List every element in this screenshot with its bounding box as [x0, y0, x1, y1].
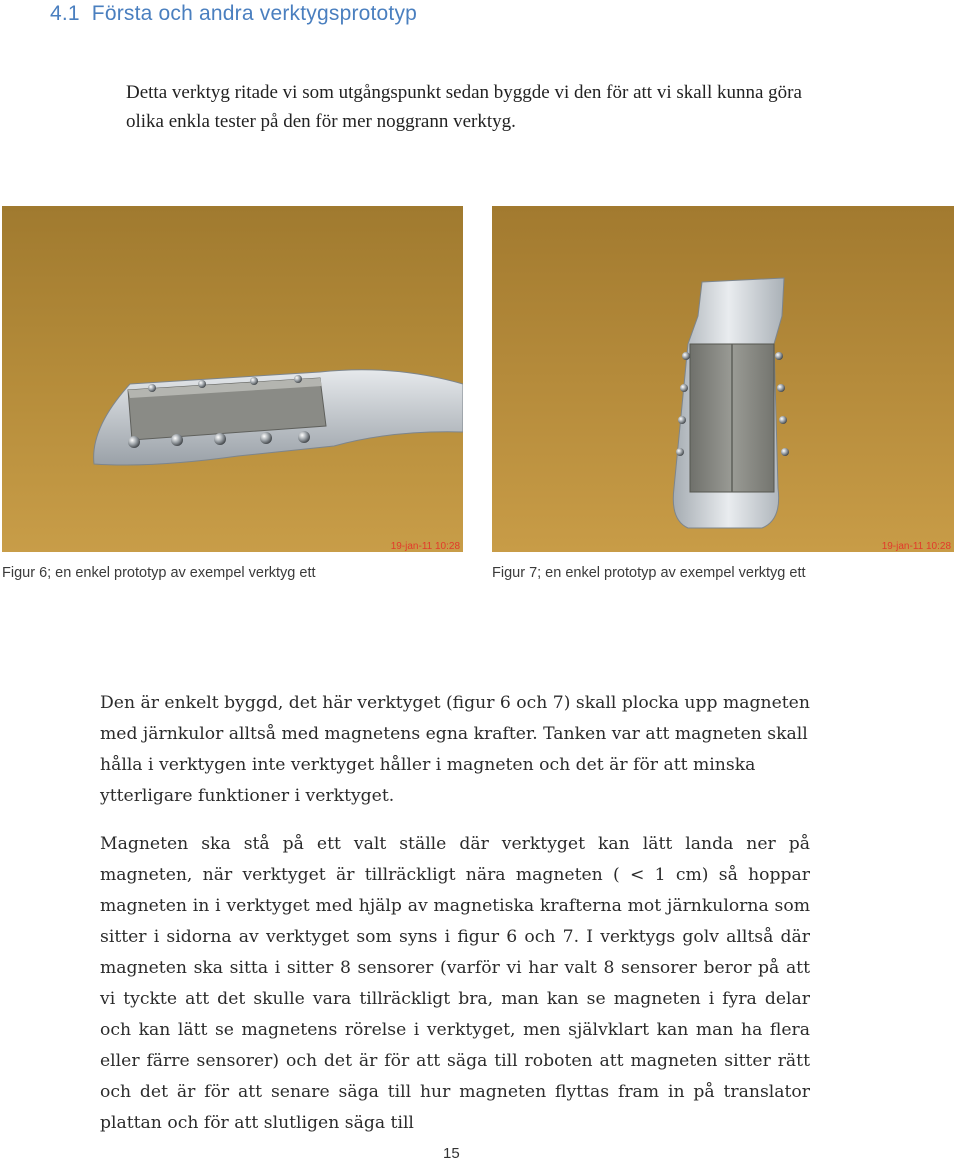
page-number: 15 [443, 1145, 460, 1162]
body-paragraph-2: Magneten ska stå på ett valt ställe där verktyget kan lätt landa ner på magneten, när verktyget är tillräckligt nära magneten ( < 1 cm) så hoppar magneten in i verktyget med hjälp av magnetiska krafterna mot järnkulorna som sitter i sidorna av verktyget som syns i figur 6 och 7. I verktygs golv alltså där magneten ska sitta i sitter 8 sensorer (varför vi har valt 8 sensorer beror på att vi tyckte att det skulle vara tillräckligt bra, man kan se magneten i fyra delar och kan lätt se magnetens rörelse i verktyget, men självklart kan man ha flera eller färre sensorer) och det är för att säga till roboten att magneten sitter rätt och det är för att senare säga till hur magneten flyttas fram in på translator plattan och för att slutligen säga till [100, 834, 810, 1133]
photo-prototype-side-view [2, 206, 463, 552]
photo-timestamp: 19-jan-11 10:28 [881, 541, 951, 552]
section-heading [50, 2, 417, 26]
figure-7 [492, 206, 954, 552]
photo-prototype-top-view [492, 206, 954, 552]
figure-6 [2, 206, 463, 552]
figure-7-caption: Figur 7; en enkel prototyp av exempel verktyg ett [492, 565, 806, 581]
section-title: Första och andra verktygsprototyp [91, 2, 418, 25]
photo-timestamp: 19-jan-11 10:28 [390, 541, 460, 552]
intro-paragraph: Detta verktyg ritade vi som utgångspunkt sedan byggde vi den för att vi skall kunna göra olika enkla tester på den för mer noggrann verktyg. [126, 82, 802, 132]
figure-6-caption: Figur 6; en enkel prototyp av exempel verktyg ett [2, 565, 316, 581]
body-paragraph-1: Den är enkelt byggd, det här verktyget (figur 6 och 7) skall plocka upp magneten med järnkulor alltså med magnetens egna krafter. Tanken var att magneten skall hålla i verktygen inte verktyget håller i magneten och det är för att minska ytterligare funktioner i verktyget. [100, 693, 810, 806]
section-number: 4.1 [50, 2, 80, 25]
